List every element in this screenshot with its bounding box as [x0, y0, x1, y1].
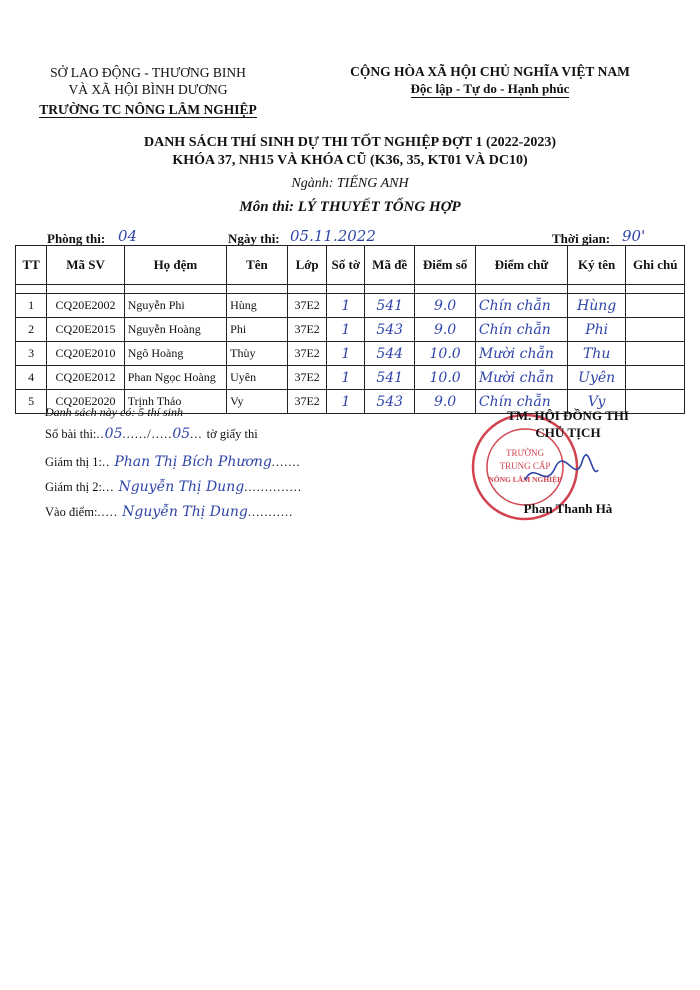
cell-ho-dem: Nguyễn Hoàng: [124, 318, 226, 342]
table-header-row: [16, 246, 685, 285]
cell-tt: 3: [16, 342, 47, 366]
signature-text: Hùng: [577, 297, 617, 314]
cell-ho-dem: Nguyễn Phi: [124, 294, 226, 318]
col-header-so-to: Số tờ: [327, 246, 365, 285]
subject-line: Môn thi: LÝ THUYẾT TỔNG HỢP: [239, 199, 461, 215]
papers-line: Số bài thi:..05....../.....05... tờ giấy thi: [45, 426, 258, 442]
signature-text: Phi: [585, 321, 609, 338]
cell-diem-so: [415, 318, 476, 342]
col-header-lop: Lớp: [287, 246, 327, 285]
cell-so-to-text: 1: [341, 345, 351, 362]
document-title-line1: DANH SÁCH THÍ SINH DỰ THI TỐT NGHIỆP ĐỢT 1 (2022-2023): [143, 135, 557, 150]
cell-diem-chu: [475, 342, 567, 366]
table-spacer-row: [16, 285, 685, 294]
candidate-count-note: Danh sách này có: 5 thí sinh: [45, 405, 183, 419]
col-header-ten: Tên: [227, 246, 288, 285]
cell-tt: 4: [16, 366, 47, 390]
nation-title: CỘNG HÒA XÃ HỘI CHỦ NGHĨA VIỆT NAM: [350, 64, 630, 79]
cell-diem-so-text: 10.0: [429, 345, 461, 362]
chair-signature: [520, 450, 600, 495]
cell-diem-chu-text: Chín chẵn: [478, 393, 551, 410]
proctor2-line: Giám thị 2:... Nguyễn Thị Dung..............: [45, 479, 302, 495]
cell-ten: Uyên: [227, 366, 288, 390]
cell-diem-so-text: 9.0: [433, 321, 457, 338]
proctor1-value: Phan Thị Bích Phương: [114, 454, 272, 470]
cell-ten: Hùng: [227, 294, 288, 318]
cell-ky-ten: [567, 294, 626, 318]
cell-diem-chu: [475, 318, 567, 342]
cell-diem-so: [415, 390, 476, 414]
cell-ten: Vy: [227, 390, 288, 414]
cell-tt: 2: [16, 318, 47, 342]
cell-ho-dem: Ngô Hoàng: [124, 342, 226, 366]
cell-diem-so: [415, 342, 476, 366]
cell-diem-so: [415, 294, 476, 318]
cell-ghi-chu: [626, 318, 685, 342]
grader-label: Vào điểm:: [45, 505, 98, 519]
cell-so-to-text: 1: [341, 393, 351, 410]
cell-diem-chu-text: Chín chẵn: [478, 321, 551, 338]
sheets-value: 05: [172, 426, 191, 442]
cell-ma-de: [365, 366, 415, 390]
cell-tt: 5: [16, 390, 47, 414]
school-name: [28, 102, 268, 118]
nation-motto: [330, 81, 650, 97]
candidate-table: [15, 245, 685, 414]
time-value: 90': [622, 227, 646, 245]
table-row: [16, 318, 685, 342]
cell-ma-de-text: 543: [376, 393, 404, 410]
cell-tt: 1: [16, 294, 47, 318]
table-row: [16, 342, 685, 366]
proctor2-value: Nguyễn Thị Dung: [118, 479, 245, 495]
time-label: Thời gian:: [552, 231, 611, 246]
cell-ho-dem: Phan Ngọc Hoàng: [124, 366, 226, 390]
cell-ma-sv: CQ20E2002: [47, 294, 124, 318]
col-header-diem-chu: Điểm chữ: [475, 246, 567, 285]
cell-so-to: [327, 390, 365, 414]
cell-ten: Phi: [227, 318, 288, 342]
org-name: [28, 64, 268, 98]
cell-ma-sv: CQ20E2012: [47, 366, 124, 390]
col-header-ho-dem: Họ đệm: [124, 246, 226, 285]
cell-lop: 37E2: [287, 318, 327, 342]
cell-diem-so: [415, 366, 476, 390]
proctor1-label: Giám thị 1:: [45, 455, 102, 469]
cell-ma-de-text: 541: [376, 369, 404, 386]
stamp-text-mid: TRUNG CẤP: [499, 461, 551, 471]
cell-ma-sv: CQ20E2020: [47, 390, 124, 414]
cell-ghi-chu: [626, 342, 685, 366]
papers-value: 05: [104, 426, 123, 442]
cell-ky-ten: [567, 366, 626, 390]
cell-lop: 37E2: [287, 366, 327, 390]
cell-ma-sv: CQ20E2015: [47, 318, 124, 342]
cell-diem-chu: [475, 294, 567, 318]
council-role: CHỦ TỊCH: [535, 425, 601, 440]
council-title: TM. HỘI ĐỒNG THI: [507, 408, 629, 423]
cell-ma-de-text: 543: [376, 321, 404, 338]
cell-so-to-text: 1: [341, 297, 351, 314]
date-label: Ngày thi:: [228, 231, 280, 246]
cell-ky-ten: [567, 318, 626, 342]
cell-diem-chu-text: Mười chẵn: [478, 369, 554, 386]
col-header-tt: TT: [16, 246, 47, 285]
cell-diem-so-text: 9.0: [433, 297, 457, 314]
signature-text: Vy: [587, 393, 606, 410]
cell-diem-so-text: 10.0: [429, 369, 461, 386]
cell-ghi-chu: [626, 294, 685, 318]
cell-ten: Thùy: [227, 342, 288, 366]
signature-text: Thu: [582, 345, 611, 362]
col-header-ky-ten: Ký tên: [567, 246, 626, 285]
stamp-text-bottom: NÔNG LÂM NGHIỆP: [488, 475, 562, 484]
cell-ho-dem: Trịnh Thảo: [124, 390, 226, 414]
cell-lop: 37E2: [287, 342, 327, 366]
sheets-suffix: tờ giấy thi: [206, 427, 258, 441]
grader-line: Vào điểm:..... Nguyễn Thị Dung...........: [45, 504, 294, 520]
cell-ma-de: [365, 390, 415, 414]
org-line2: VÀ XÃ HỘI BÌNH DƯƠNG: [68, 82, 228, 97]
stamp-text-top: TRƯỜNG: [506, 448, 544, 458]
cell-ma-de: [365, 342, 415, 366]
grader-value: Nguyễn Thị Dung: [122, 504, 248, 520]
cell-ma-de-text: 544: [376, 345, 404, 362]
proctor2-label: Giám thị 2:: [45, 480, 102, 494]
cell-ma-de: [365, 294, 415, 318]
col-header-ma-de: Mã đề: [365, 246, 415, 285]
date-value: 05.11.2022: [290, 227, 376, 245]
motto-text: Độc lập - Tự do - Hạnh phúc: [410, 81, 570, 96]
col-header-ma-sv: Mã SV: [47, 246, 124, 285]
cell-ghi-chu: [626, 366, 685, 390]
cell-so-to-text: 1: [341, 369, 351, 386]
proctor1-line: Giám thị 1:.. Phan Thị Bích Phương.......: [45, 454, 301, 470]
cell-so-to: [327, 294, 365, 318]
cell-ma-de-text: 541: [376, 297, 404, 314]
cell-ma-de: [365, 318, 415, 342]
document-title-line2: KHÓA 37, NH15 VÀ KHÓA CŨ (K36, 35, KT01 VÀ DC10): [172, 153, 528, 168]
cell-ma-sv: CQ20E2010: [47, 342, 124, 366]
room-value: 04: [118, 227, 138, 245]
cell-lop: 37E2: [287, 390, 327, 414]
papers-label: Số bài thi:: [45, 427, 97, 441]
cell-so-to-text: 1: [341, 321, 351, 338]
school-name-text: TRƯỜNG TC NÔNG LÂM NGHIỆP: [39, 102, 257, 117]
cell-lop: 37E2: [287, 294, 327, 318]
table-row: [16, 294, 685, 318]
cell-diem-chu: [475, 366, 567, 390]
cell-diem-chu-text: Chín chẵn: [478, 297, 551, 314]
cell-so-to: [327, 342, 365, 366]
col-header-diem-so: Điểm số: [415, 246, 476, 285]
cell-so-to: [327, 366, 365, 390]
chair-name: Phan Thanh Hà: [523, 501, 613, 516]
room-label: Phòng thi:: [47, 231, 106, 246]
col-header-ghi-chu: Ghi chú: [626, 246, 685, 285]
cell-diem-so-text: 9.0: [433, 393, 457, 410]
cell-diem-chu-text: Mười chẵn: [478, 345, 554, 362]
table-row: [16, 366, 685, 390]
cell-so-to: [327, 318, 365, 342]
major-line: Ngành: TIẾNG ANH: [291, 176, 409, 191]
cell-ky-ten: [567, 342, 626, 366]
org-line1: SỞ LAO ĐỘNG - THƯƠNG BINH: [50, 65, 246, 80]
signature-text: Uyên: [578, 369, 616, 386]
